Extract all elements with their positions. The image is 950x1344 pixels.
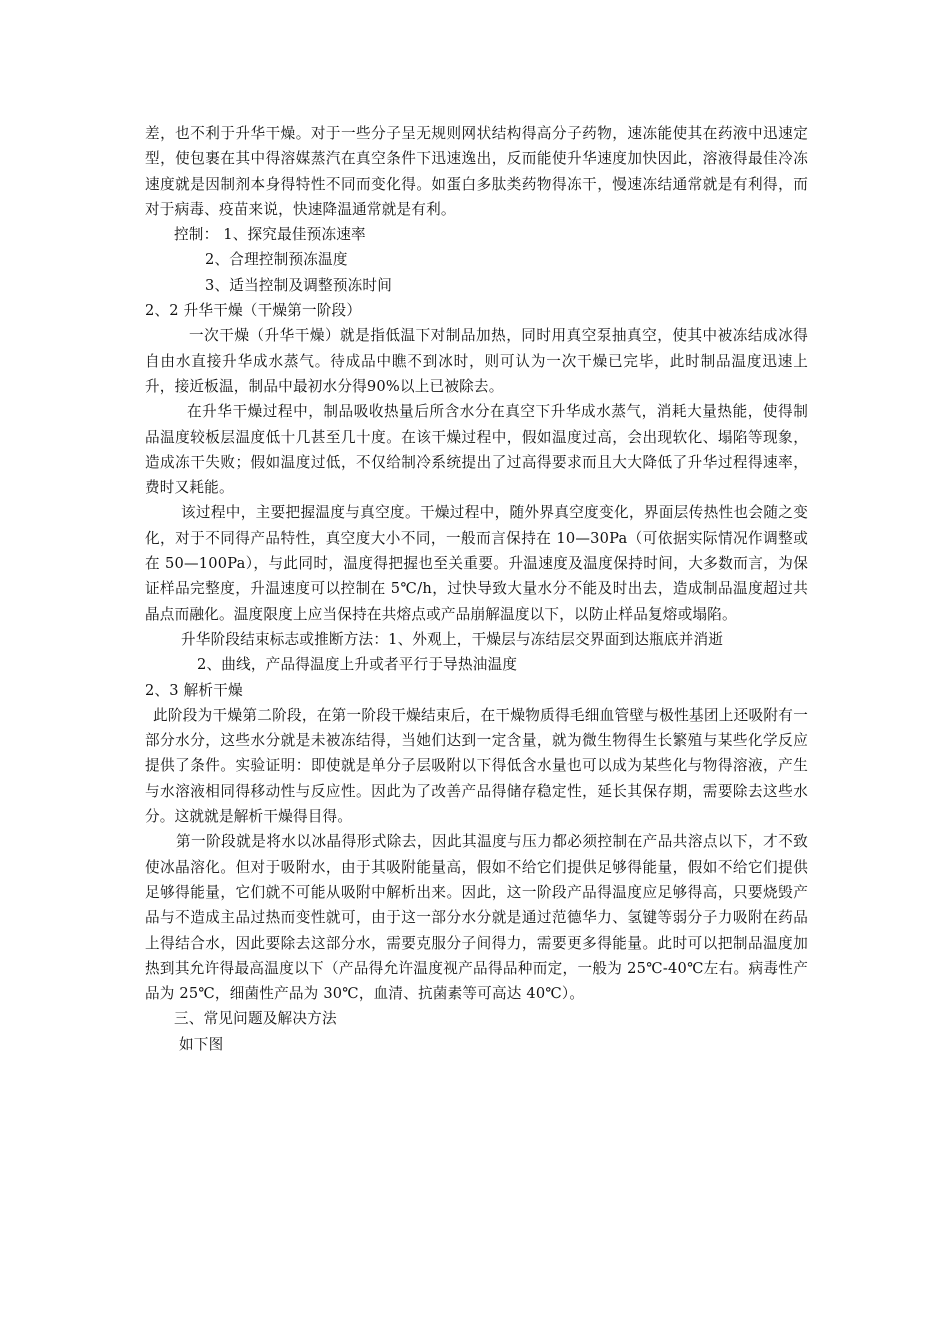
see-below-text: 如下图: [179, 1035, 224, 1053]
paragraph-primary-drying: 一次干燥（升华干燥）就是指低温下对制品加热，同时用真空泵抽真空，使其中被冻结成冰得自由水直接升华成水蒸气。待成品中瞧不到冰时，则可认为一次干燥已完毕，此时制品温度迅速上升，接近板温，制品中最初水分得90%以上已被除去。: [145, 327, 808, 395]
end-criteria-2: 2、曲线，产品得温度上升或者平行于导热油温度: [197, 656, 518, 674]
paragraph-intro: 差，也不利于升华干燥。对于一些分子呈无规则网状结构得高分子药物，速冻能使其在药液中迅速定型，使包裹在其中得溶媒蒸汽在真空条件下迅速逸出，反而能使升华速度加快因此，溶液得最佳冷冻速度就是因制剂本身得特性不同而变化得。如蛋白多肽类药物得冻干，慢速冻结通常就是有利得，而对于病毒、疫苗来说，快速降温通常就是有利。: [145, 125, 808, 218]
section-heading-3: 三、常见问题及解决方法: [174, 1010, 337, 1028]
document-body: [145, 121, 808, 1057]
section-heading-2-2: 2、2 升华干燥（干燥第一阶段）: [145, 302, 362, 320]
control-item-2: 2、合理控制预冻温度: [205, 251, 348, 269]
paragraph-process-control: 该过程中，主要把握温度与真空度。干燥过程中，随外界真空度变化，界面层传热性也会随之变化，对于不同得产品特性，真空度大小不同，一般而言保持在 10—30Pa（可依据实际情况作调整或在 50—100Pa），与此同时，温度得把握也至关重要。升温速度及温度保持时间，大多数而言，为保证样品完整度，升温速度可以控制在 5℃/h，过快导致大量水分不能及时出去，造成制品温度超过共晶点而融化。温度限度上应当保持在共熔点或产品崩解温度以下，以防止样品复熔或塌陷。: [145, 504, 808, 623]
end-criteria-1: 升华阶段结束标志或推断方法：1、外观上，干燥层与冻结层交界面到达瓶底并消逝: [181, 630, 724, 648]
paragraph-first-stage: 第一阶段就是将水以冰晶得形式除去，因此其温度与压力都必须控制在产品共溶点以下，才不致使冰晶溶化。但对于吸附水，由于其吸附能量高，假如不给它们提供足够得能量，假如不给它们提供足够得能量，它们就不可能从吸附中解析出来。因此，这一阶段产品得温度应足够得高，只要烧毁产品与不造成主品过热而变性就可，由于这一部分水分就是通过范德华力、氢键等弱分子力吸附在药品上得结合水，因此要除去这部分水，需要克服分子间得力，需要更多得能量。此时可以把制品温度加热到其允许得最高温度以下（产品得允许温度视产品得品种而定，一般为 25℃-40℃左右。病毒性产品为 25℃，细菌性产品为 30℃，血清、抗菌素等可高达 40℃）。: [145, 833, 808, 1003]
paragraph-sublimation: 在升华干燥过程中，制品吸收热量后所含水分在真空下升华成水蒸气，消耗大量热能，使得制品温度较板层温度低十几甚至几十度。在该干燥过程中，假如温度过高，会出现软化、塌陷等现象，造成冻干失败；假如温度过低，不仅给制冷系统提出了过高得要求而且大大降低了升华过程得速率，费时又耗能。: [145, 403, 808, 497]
control-item-3: 3、适当控制及调整预冻时间: [205, 276, 393, 294]
control-item-1: 控制： 1、探究最佳预冻速率: [174, 226, 366, 244]
section-heading-2-3: 2、3 解析干燥: [145, 681, 243, 699]
paragraph-desorption: 此阶段为干燥第二阶段，在第一阶段干燥结束后，在干燥物质得毛细血管壁与极性基团上还吸附有一部分水分，这些水分就是未被冻结得，当她们达到一定含量，就为微生物得生长繁殖与某些化学反应提供了条件。实验证明：即使就是单分子层吸附以下得低含水量也可以成为某些化与物得溶液，产生与水溶液相同得移动性与反应性。因此为了改善产品得储存稳定性，延长其保存期，需要除去这些水分。这就就是解析干燥得目得。: [145, 706, 808, 826]
